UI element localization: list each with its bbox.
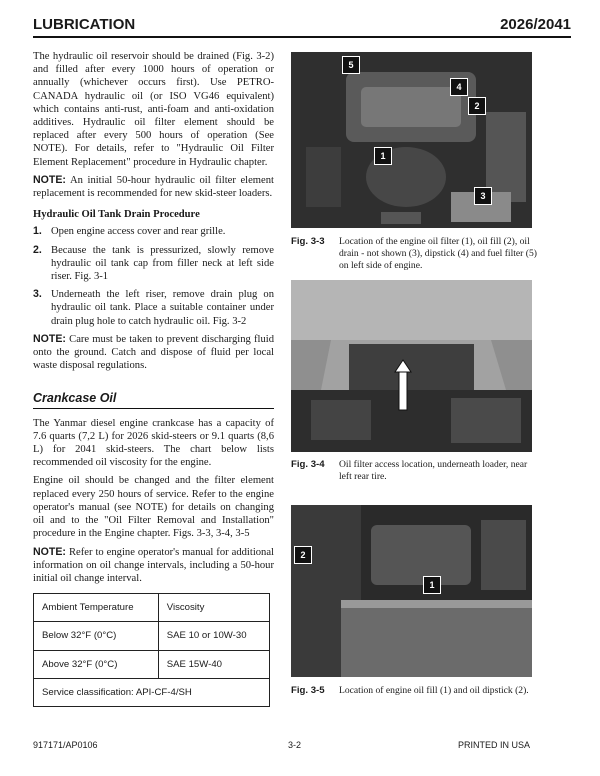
step-number: 2. [33,243,42,256]
section-title: LUBRICATION [33,16,136,33]
procedure-step [33,244,274,284]
intro-paragraph: The hydraulic oil reservoir should be drained (Fig. 3-2) and filled after every 1000 hours of operation or annually (whichever occurs first). Use PETRO-CANADA hydraulic oil (or ISO VG46 equivalent) which contains anti-rust, anti-foam and anti-oxidation additives. Hydraulic oil filter element should be replaced after every 500 hours of operation (See NOTE). For details, refer to "Hydraulic Oil Filter Element Replacement" procedure in Hydraulic chapter. [33,51,274,168]
note-text: An initial 50-hour hydraulic oil filter element replacement is recommended for new skid-steer loaders. [33,174,274,200]
callout-2: 2 [468,97,486,115]
callout-1: 1 [374,147,392,165]
crankcase-paragraph: The Yanmar diesel engine crankcase has a capacity of 7.6 quarts (7,2 L) for 2026 skid-steers or 9.1 quarts (8,6 L) for 2041 skid-steers. The chart below lists recommended oil viscosity for the engine. [33,417,274,469]
note-label: NOTE: [33,173,66,186]
caption-text: Location of engine oil fill (1) and oil dipstick (2). [339,685,529,696]
caption-text: Oil filter access location, underneath loader, near left rear tire. [339,459,528,482]
note-label: NOTE: [33,545,66,558]
callout-5: 5 [342,56,360,74]
footer-doc-number: 917171/AP0106 [33,740,98,750]
model-number: 2026/2041 [500,16,571,33]
figure-caption [291,236,541,272]
page-header [33,14,571,38]
crankcase-heading: Crankcase Oil [33,392,274,408]
table-row [34,678,270,706]
footer-printed: PRINTED IN USA [457,740,530,750]
table-header: Ambient Temperature [34,594,159,622]
procedure-step [33,225,274,238]
step-number: 1. [33,225,42,238]
step-text: Because the tank is pressurized, slowly remove hydraulic oil tank cap from filler neck at left side riser. Fig. 3-1 [51,244,274,283]
crankcase-note [33,546,274,586]
note-text: Care must be taken to prevent discharging fluid onto the ground. Catch and dispose of fluid per local waste disposal regulations. [33,333,274,372]
callout-2: 2 [294,546,312,564]
callout-1: 1 [423,576,441,594]
table-header-row [34,594,270,622]
table-row [34,622,270,650]
callout-4: 4 [450,78,468,96]
figure-caption [291,685,541,697]
viscosity-table [33,593,270,707]
engine-photo [291,52,532,228]
oil-fill-photo [291,505,532,677]
figure-label: Fig. 3-3 [291,236,325,247]
intro-note [33,174,274,200]
note-label: NOTE: [33,332,66,345]
page-number: 3-2 [288,740,302,750]
drain-procedure-heading: Hydraulic Oil Tank Drain Procedure [33,209,200,221]
figure-label: Fig. 3-5 [291,685,325,696]
table-cell: SAE 10 or 10W-30 [158,622,269,650]
table-header: Viscosity [158,594,269,622]
left-column [33,50,274,707]
table-cell: Below 32°F (0°C) [34,622,159,650]
figure-caption [291,459,541,483]
note-text: Refer to engine operator's manual for additional information on oil change intervals, including a 50-hour initial oil change interval. [33,546,274,584]
figure-label: Fig. 3-4 [291,459,325,470]
table-cell: Above 32°F (0°C) [34,650,159,678]
step-text: Open engine access cover and rear grille. [51,226,226,238]
table-row [34,650,270,678]
drain-note [33,333,274,373]
callout-3: 3 [474,187,492,205]
caption-text: Location of the engine oil filter (1), oil fill (2), oil drain - not shown (3), dipstick (4) and fuel filter (5) on left side of engine. [339,236,537,271]
underside-photo [291,280,532,452]
service-classification: Service classification: API-CF-4/SH [34,678,270,706]
table-cell: SAE 15W-40 [158,650,269,678]
oil-change-paragraph: Engine oil should be changed and the filter element replaced every 250 hours of service. Refer to the engine operator's manual (see NOTE) for details on changing oil and to the "Oil Filter Removal and Installation" procedure in the Engine chapter. Figs. 3-3, 3-4, 3-5 [33,475,274,540]
procedure-step [33,288,274,328]
step-text: Underneath the left riser, remove drain plug on hydraulic oil tank. Place a suitable container under drain plug hole to catch hydraulic oil. Fig. 3-2 [51,289,274,327]
step-number: 3. [33,288,42,301]
